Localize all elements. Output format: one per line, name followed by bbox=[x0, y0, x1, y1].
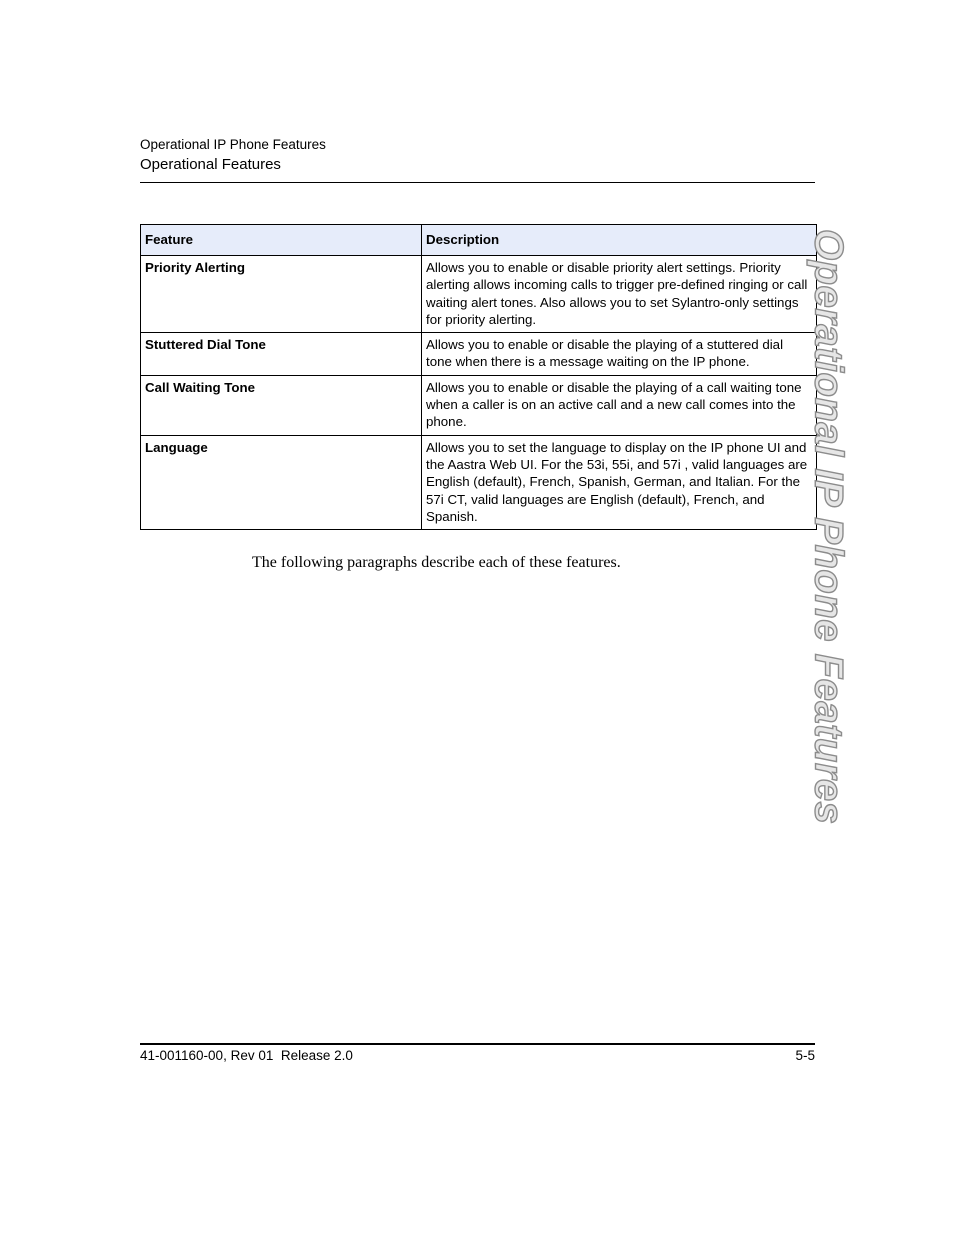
feature-description: Allows you to enable or disable the playing of a stuttered dial tone when there is a message waiting on the IP phone. bbox=[422, 333, 817, 376]
feature-name: Stuttered Dial Tone bbox=[141, 333, 422, 376]
feature-name: Call Waiting Tone bbox=[141, 375, 422, 435]
feature-description: Allows you to enable or disable the playing of a call waiting tone when a caller is on an active call and a new call comes into the phone. bbox=[422, 375, 817, 435]
column-header-feature: Feature bbox=[141, 225, 422, 256]
running-header-section: Operational Features bbox=[140, 156, 281, 173]
features-table bbox=[140, 224, 817, 530]
footer-divider bbox=[140, 1043, 815, 1045]
table-row bbox=[141, 333, 817, 376]
chapter-side-tab bbox=[788, 228, 868, 825]
table-row bbox=[141, 435, 817, 529]
header-divider bbox=[140, 182, 815, 183]
body-paragraph: The following paragraphs describe each of these features. bbox=[252, 554, 621, 571]
feature-name: Language bbox=[141, 435, 422, 529]
column-header-description: Description bbox=[422, 225, 817, 256]
table-header-row bbox=[141, 225, 817, 256]
running-header-chapter: Operational IP Phone Features bbox=[140, 137, 326, 152]
side-tab-label: Operational IP Phone Features bbox=[806, 228, 851, 825]
feature-description: Allows you to enable or disable priority alert settings. Priority alerting allows incoming calls to trigger pre-defined ringing or call waiting alert tones. Also allows you to set Sylantro-only settings for priority alerting. bbox=[422, 256, 817, 333]
footer-doc-id: 41-001160-00, Rev 01 Release 2.0 bbox=[140, 1048, 353, 1063]
table-row bbox=[141, 256, 817, 333]
table-row bbox=[141, 375, 817, 435]
footer-page-number: 5-5 bbox=[795, 1048, 815, 1063]
feature-name: Priority Alerting bbox=[141, 256, 422, 333]
feature-description: Allows you to set the language to display on the IP phone UI and the Aastra Web UI. For the 53i, 55i, and 57i , valid languages are English (default), French, Spanish, German, and Italian. For the 57i CT, valid languages are English (default), French, and Spanish. bbox=[422, 435, 817, 529]
